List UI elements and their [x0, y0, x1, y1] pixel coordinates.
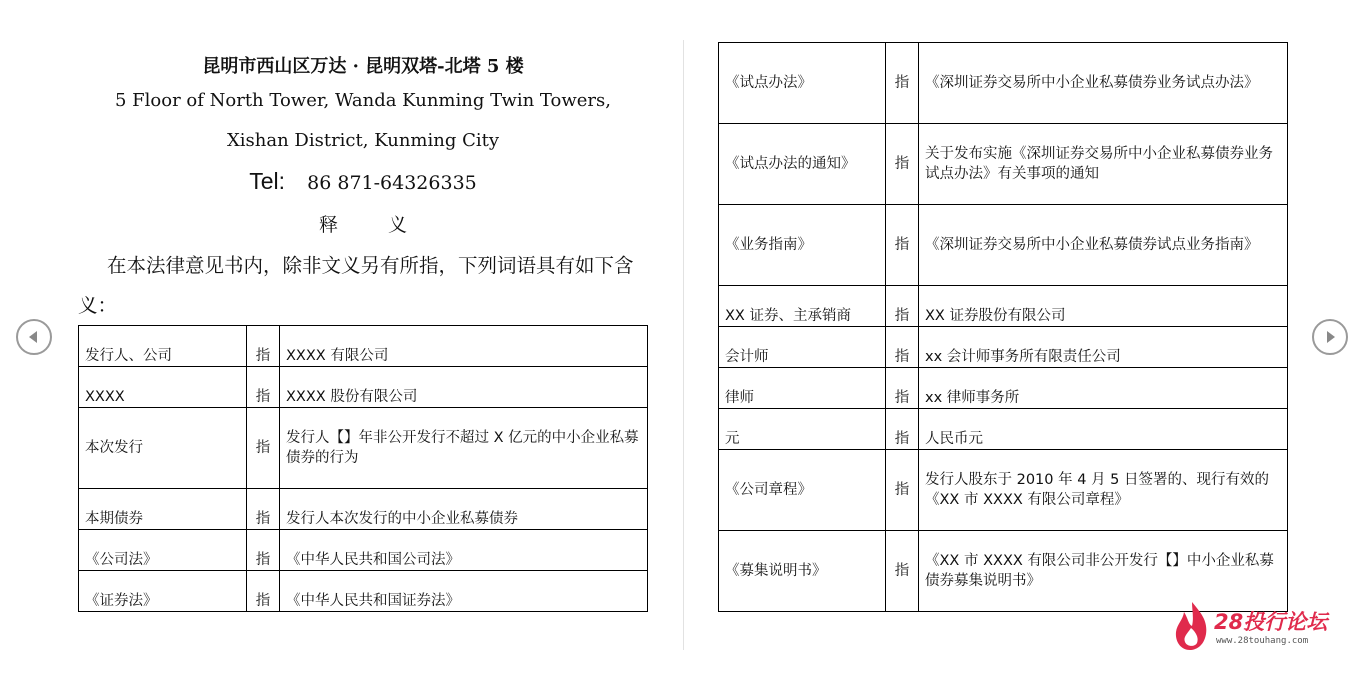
- term-cell: 《试点办法的通知》: [719, 124, 886, 205]
- table-row: [719, 43, 1288, 124]
- address-english-line2: Xishan District, Kunming City: [226, 130, 500, 151]
- table-row: [79, 530, 648, 571]
- tel-number: 86 871-64326335: [307, 172, 477, 194]
- term-cell: 本次发行: [79, 408, 247, 489]
- zhi-cell: 指: [886, 531, 919, 612]
- table-row: [79, 571, 648, 612]
- table-row: [719, 368, 1288, 409]
- definitions-table-right: [718, 42, 1288, 612]
- term-cell: XX 证券、主承销商: [719, 286, 886, 327]
- zhi-cell: 指: [886, 205, 919, 286]
- definitions-table-left: [78, 325, 648, 612]
- definition-cell: XXXX 股份有限公司: [280, 367, 648, 408]
- zhi-cell: 指: [886, 450, 919, 531]
- telephone: [78, 168, 648, 195]
- definition-cell: 《中华人民共和国公司法》: [280, 530, 648, 571]
- definition-cell: 人民币元: [919, 409, 1288, 450]
- zhi-cell: 指: [247, 530, 280, 571]
- next-page-button[interactable]: [1312, 319, 1348, 355]
- term-cell: 《业务指南》: [719, 205, 886, 286]
- term-cell: 《募集说明书》: [719, 531, 886, 612]
- term-cell: 《证券法》: [79, 571, 247, 612]
- table-row: [719, 409, 1288, 450]
- zhi-cell: 指: [247, 571, 280, 612]
- definition-cell: 发行人本次发行的中小企业私募债券: [280, 489, 648, 530]
- prev-page-button[interactable]: [16, 319, 52, 355]
- site-logo[interactable]: [1172, 598, 1352, 654]
- logo-text: 28投行论坛: [1214, 610, 1328, 634]
- zhi-cell: 指: [886, 124, 919, 205]
- definition-cell: xx 律师事务所: [919, 368, 1288, 409]
- definition-cell: 发行人【】年非公开发行不超过 X 亿元的中小企业私募债券的行为: [280, 408, 648, 489]
- definition-cell: XXXX 有限公司: [280, 326, 648, 367]
- address-english-line1: 5 Floor of North Tower, Wanda Kunming Twin Towers,: [114, 90, 611, 111]
- definition-cell: XX 证券股份有限公司: [919, 286, 1288, 327]
- term-cell: 会计师: [719, 327, 886, 368]
- table-row: [79, 489, 648, 530]
- term-cell: 元: [719, 409, 886, 450]
- zhi-cell: 指: [886, 327, 919, 368]
- flame-icon: [1172, 600, 1212, 652]
- zhi-cell: 指: [247, 367, 280, 408]
- table-row: [79, 408, 648, 489]
- definition-cell: xx 会计师事务所有限责任公司: [919, 327, 1288, 368]
- term-cell: 《试点办法》: [719, 43, 886, 124]
- definition-cell: 《中华人民共和国证券法》: [280, 571, 648, 612]
- table-row: [79, 326, 648, 367]
- definition-cell: 《XX 市 XXXX 有限公司非公开发行【】中小企业私募债券募集说明书》: [919, 531, 1288, 612]
- page-divider: [683, 40, 684, 650]
- term-cell: 《公司法》: [79, 530, 247, 571]
- term-cell: 发行人、公司: [79, 326, 247, 367]
- zhi-cell: 指: [886, 286, 919, 327]
- zhi-cell: 指: [247, 489, 280, 530]
- table-row: [719, 450, 1288, 531]
- zhi-cell: 指: [886, 368, 919, 409]
- table-row: [719, 205, 1288, 286]
- term-cell: XXXX: [79, 367, 247, 408]
- table-row: [719, 286, 1288, 327]
- address-chinese: 昆明市西山区万达 · 昆明双塔-北塔 5 楼: [202, 56, 524, 77]
- definition-cell: 《深圳证券交易所中小企业私募债券试点业务指南》: [919, 205, 1288, 286]
- table-row: [719, 327, 1288, 368]
- term-cell: 《公司章程》: [719, 450, 886, 531]
- term-cell: 律师: [719, 368, 886, 409]
- zhi-cell: 指: [886, 43, 919, 124]
- table-row: [719, 124, 1288, 205]
- tel-label: Tel:: [249, 168, 286, 194]
- definition-cell: 《深圳证券交易所中小企业私募债券业务试点办法》: [919, 43, 1288, 124]
- definition-cell: 关于发布实施《深圳证券交易所中小企业私募债券业务试点办法》有关事项的通知: [919, 124, 1288, 205]
- definition-cell: 发行人股东于 2010 年 4 月 5 日签署的、现行有效的《XX 市 XXXX 有限公司章程》: [919, 450, 1288, 531]
- chevron-right-icon: [1322, 329, 1338, 345]
- section-title: 释 义: [318, 214, 430, 236]
- chevron-left-icon: [26, 329, 42, 345]
- logo-url: www.28touhang.com: [1216, 636, 1309, 646]
- zhi-cell: 指: [247, 326, 280, 367]
- zhi-cell: 指: [886, 409, 919, 450]
- table-row: [79, 367, 648, 408]
- term-cell: 本期债券: [79, 489, 247, 530]
- intro-paragraph: 在本法律意见书内，除非文义另有所指，下列词语具有如下含义：: [78, 254, 634, 317]
- zhi-cell: 指: [247, 408, 280, 489]
